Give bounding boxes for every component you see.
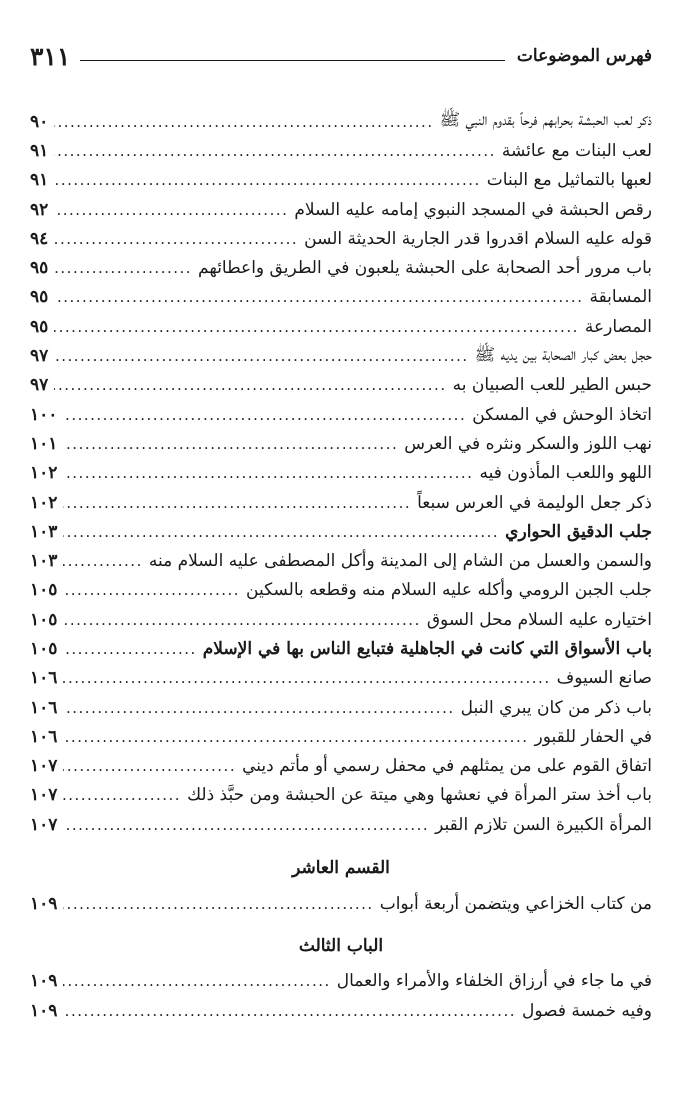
toc-entry-title: جلب الجبن الرومي وأكله عليه السلام منه وقطعه بالسكين bbox=[246, 580, 652, 601]
dot-leader bbox=[63, 552, 142, 570]
toc-entry-title: المصارعة bbox=[584, 316, 652, 337]
toc-entry bbox=[30, 664, 652, 693]
section-heading-bab: الباب الثالث bbox=[298, 935, 384, 956]
header-rule bbox=[80, 60, 505, 61]
toc-entry bbox=[30, 195, 652, 224]
toc-entry bbox=[30, 136, 652, 165]
toc-entry-title: باب ذكر من كان يبري النبل bbox=[460, 697, 652, 718]
page-number: ٣١١ bbox=[30, 41, 71, 71]
dot-leader bbox=[54, 347, 468, 365]
dot-leader bbox=[63, 611, 420, 629]
toc-group-section2 bbox=[30, 967, 652, 1026]
toc-entry-page: ٩٠ bbox=[30, 111, 49, 132]
dot-leader bbox=[54, 113, 433, 131]
dot-leader bbox=[54, 171, 481, 189]
toc-entry bbox=[30, 488, 652, 517]
toc-entry-page: ١٠٩ bbox=[30, 1000, 58, 1021]
toc-entry-page: ١٠٧ bbox=[30, 785, 58, 806]
dot-leader bbox=[63, 406, 466, 424]
dot-leader bbox=[63, 523, 499, 541]
toc-entry bbox=[30, 634, 652, 663]
toc-entry-title: ذكر لعب الحبشة بحرابهم فرحاً بقدوم النبي ﷺ bbox=[439, 110, 652, 131]
toc-entry-page: ١٠١ bbox=[30, 433, 58, 454]
toc-entry-title: اتخاذ الوحش في المسكن bbox=[472, 404, 652, 425]
toc-entry bbox=[30, 341, 652, 370]
toc-entry bbox=[30, 400, 652, 429]
toc-entry-page: ١٠٣ bbox=[30, 551, 58, 572]
toc-entry-page: ٩١ bbox=[30, 170, 49, 191]
toc-entry-title: قوله عليه السلام اقدروا قدر الجارية الحديثة السن bbox=[304, 228, 652, 249]
toc-entry bbox=[30, 107, 652, 136]
toc-entry-page: ٩٧ bbox=[30, 375, 49, 396]
dot-leader bbox=[54, 259, 192, 277]
toc-entry bbox=[30, 605, 652, 634]
dot-leader bbox=[63, 669, 550, 687]
toc-entry-title: جلب الدقيق الحواري bbox=[505, 521, 652, 542]
toc-entry-title: اختياره عليه السلام محل السوق bbox=[426, 609, 652, 630]
toc-entry-page: ١٠٥ bbox=[30, 638, 58, 659]
dot-leader bbox=[54, 288, 583, 306]
toc-group-section1 bbox=[30, 889, 652, 918]
toc-entry bbox=[30, 253, 652, 282]
toc-entry-title: المسابقة bbox=[589, 287, 652, 308]
toc-entry-title: في الحفار للقبور bbox=[534, 726, 652, 747]
toc-entry-page: ١٠٢ bbox=[30, 492, 58, 513]
toc-entry bbox=[30, 517, 652, 546]
page-header bbox=[30, 36, 652, 76]
toc-entry-page: ٩٢ bbox=[30, 199, 49, 220]
dot-leader bbox=[63, 816, 429, 834]
toc-entry-page: ١٠٠ bbox=[30, 404, 58, 425]
toc-entry-title: في ما جاء في أرزاق الخلفاء والأمراء والعمال bbox=[336, 971, 652, 992]
table-of-contents bbox=[30, 107, 652, 1025]
toc-entry bbox=[30, 781, 652, 810]
toc-entry-page: ١٠٦ bbox=[30, 697, 58, 718]
section-heading-qism: القسم العاشر bbox=[292, 858, 390, 879]
toc-entry-page: ٩٥ bbox=[30, 316, 49, 337]
toc-entry-page: ١٠٧ bbox=[30, 814, 58, 835]
toc-entry-page: ٩٧ bbox=[30, 346, 49, 367]
toc-entry bbox=[30, 283, 652, 312]
toc-entry-title: المرأة الكبيرة السن تلازم القبر bbox=[435, 814, 652, 835]
toc-entry-page: ١٠٦ bbox=[30, 726, 58, 747]
toc-entry bbox=[30, 752, 652, 781]
toc-group-main bbox=[30, 107, 652, 839]
toc-entry-page: ١٠٥ bbox=[30, 609, 58, 630]
toc-entry-title: باب أخذ ستر المرأة في نعشها وهي ميتة عن الحبشة ومن حبَّذ ذلك bbox=[187, 785, 652, 806]
toc-entry bbox=[30, 546, 652, 575]
toc-entry bbox=[30, 224, 652, 253]
toc-entry bbox=[30, 371, 652, 400]
dot-leader bbox=[54, 201, 288, 219]
toc-entry-title: ذكر جعل الوليمة في العرس سبعاً bbox=[417, 492, 652, 513]
toc-entry-title: والسمن والعسل من الشام إلى المدينة وأكل المصطفى عليه السلام منه bbox=[148, 551, 652, 572]
toc-entry-title: اتفاق القوم على من يمثلهم في محفل رسمي أو مأتم ديني bbox=[242, 756, 652, 777]
toc-entry-page: ١٠٢ bbox=[30, 463, 58, 484]
toc-entry-title: لعب البنات مع عائشة bbox=[501, 140, 652, 161]
dot-leader bbox=[63, 494, 411, 512]
dot-leader bbox=[63, 640, 196, 658]
toc-entry-title: حبس الطير للعب الصبيان به bbox=[452, 375, 652, 396]
toc-entry bbox=[30, 967, 652, 996]
toc-entry-page: ١٠٦ bbox=[30, 668, 58, 689]
toc-entry-page: ١٠٥ bbox=[30, 580, 58, 601]
toc-entry bbox=[30, 693, 652, 722]
toc-entry-page: ٩٥ bbox=[30, 258, 49, 279]
toc-entry-title: اللهو واللعب المأذون فيه bbox=[479, 463, 652, 484]
toc-entry bbox=[30, 996, 652, 1025]
dot-leader bbox=[63, 1002, 516, 1020]
toc-entry bbox=[30, 459, 652, 488]
toc-entry-title: باب الأسواق التي كانت في الجاهلية فتبايع الناس بها في الإسلام bbox=[202, 638, 652, 659]
toc-entry bbox=[30, 810, 652, 839]
dot-leader bbox=[54, 230, 298, 248]
toc-entry bbox=[30, 429, 652, 458]
dot-leader bbox=[63, 757, 236, 775]
toc-entry-title: لعبها بالتماثيل مع البنات bbox=[486, 170, 652, 191]
toc-entry bbox=[30, 312, 652, 341]
dot-leader bbox=[63, 435, 398, 453]
toc-entry bbox=[30, 889, 652, 918]
toc-entry-title: حجل بعض كبار الصحابة بين يديه ﷺ bbox=[474, 344, 652, 365]
dot-leader bbox=[63, 464, 473, 482]
dot-leader bbox=[54, 376, 446, 394]
toc-entry-page: ٩٥ bbox=[30, 287, 49, 308]
toc-entry-page: ٩٤ bbox=[30, 228, 49, 249]
toc-entry-title: باب مرور أحد الصحابة على الحبشة يلعبون في الطريق واعطائهم bbox=[198, 258, 652, 279]
toc-entry bbox=[30, 166, 652, 195]
dot-leader bbox=[63, 895, 373, 913]
dot-leader bbox=[54, 142, 496, 160]
toc-entry-title: وفيه خمسة فصول bbox=[521, 1000, 652, 1021]
toc-entry bbox=[30, 576, 652, 605]
dot-leader bbox=[63, 786, 181, 804]
toc-entry-title: رقص الحبشة في المسجد النبوي إمامه عليه السلام bbox=[294, 199, 652, 220]
running-title: فهرس الموضوعات bbox=[516, 46, 652, 66]
toc-entry-page: ٩١ bbox=[30, 140, 49, 161]
dot-leader bbox=[63, 972, 330, 990]
dot-leader bbox=[54, 318, 579, 336]
toc-entry-page: ١٠٩ bbox=[30, 971, 58, 992]
toc-entry bbox=[30, 722, 652, 751]
toc-entry-title: صانع السيوف bbox=[556, 668, 652, 689]
toc-entry-page: ١٠٧ bbox=[30, 756, 58, 777]
toc-entry-page: ١٠٣ bbox=[30, 521, 58, 542]
dot-leader bbox=[63, 728, 528, 746]
toc-entry-page: ١٠٩ bbox=[30, 894, 58, 915]
toc-entry-title: من كتاب الخزاعي ويتضمن أربعة أبواب bbox=[379, 894, 652, 915]
dot-leader bbox=[63, 699, 454, 717]
toc-entry-title: نهب اللوز والسكر ونثره في العرس bbox=[404, 433, 652, 454]
dot-leader bbox=[63, 581, 240, 599]
